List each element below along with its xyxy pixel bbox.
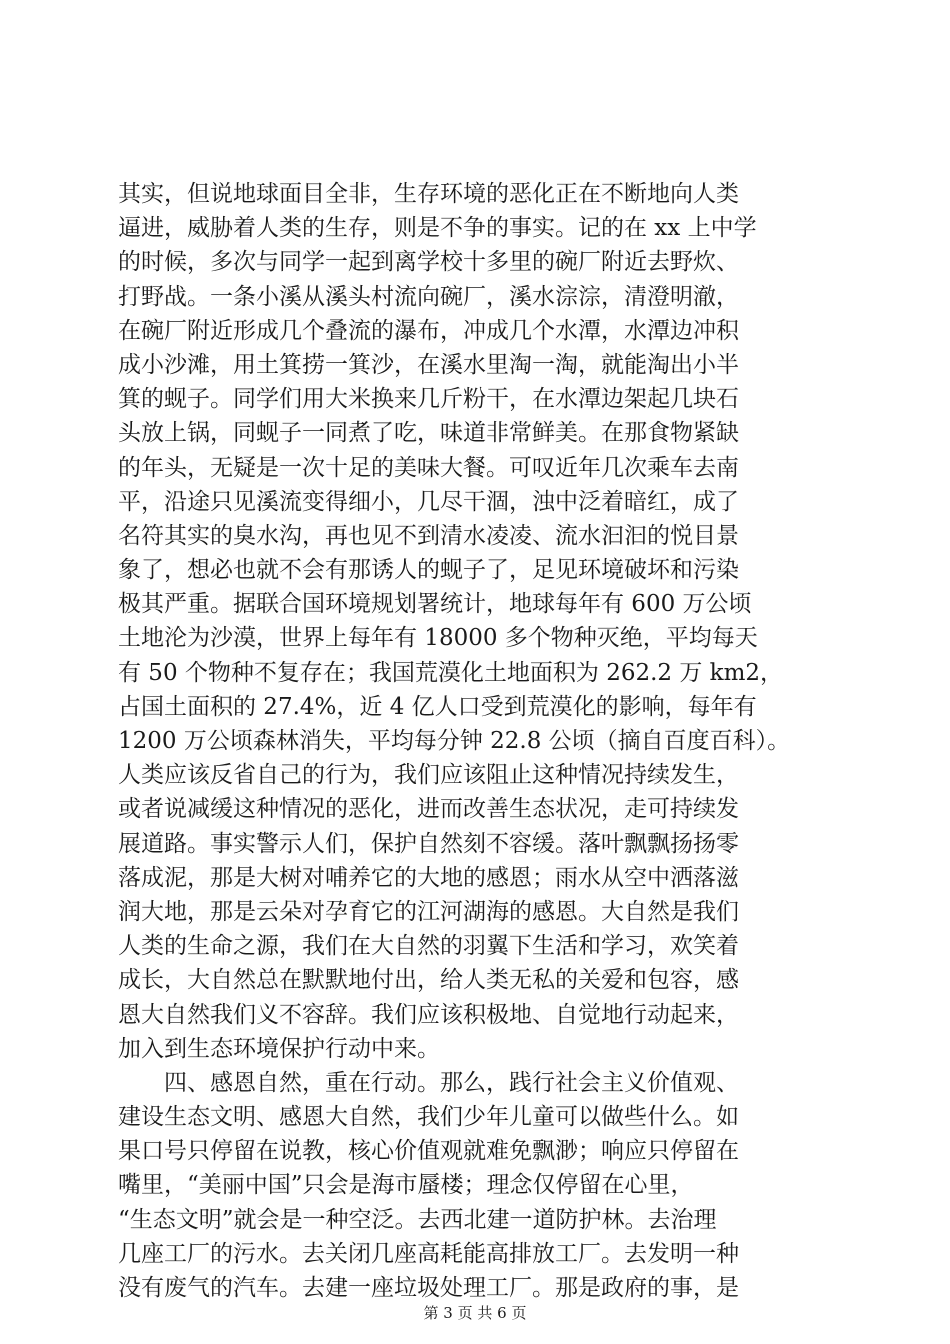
text-line: 没有废气的汽车。去建一座垃圾处理工厂。那是政府的事，是: [118, 1275, 739, 1301]
text-line: 成长，大自然总在默默地付出，给人类无私的关爱和包容，感: [118, 967, 739, 994]
text-line: 占国土面积的 27.4%，近 4 亿人口受到荒漠化的影响，每年有: [118, 693, 757, 720]
text-line: 嘴里，“美丽中国”只会是海市蜃楼；理念仅停留在心里，: [118, 1172, 694, 1199]
text-line: 的时候，多次与同学一起到离学校十多里的碗厂附近去野炊、: [118, 249, 739, 276]
text-line: 加入到生态环境保护行动中来。: [118, 1035, 440, 1062]
text-line: 在碗厂附近形成几个叠流的瀑布，冲成几个水潭，水潭边冲积: [118, 317, 739, 344]
text-line: 逼进，威胁着人类的生存，则是不争的事实。记的在 xx 上中学: [118, 215, 757, 242]
text-line: 人类应该反省自己的行为，我们应该阻止这种情况持续发生，: [118, 762, 739, 789]
text-line: 名符其实的臭水沟，再也见不到清水凌凌、流水汩汩的悦目景: [118, 522, 739, 549]
text-line: 果口号只停留在说教，核心价值观就难免飘渺；响应只停留在: [118, 1138, 739, 1165]
text-line: 土地沦为沙漠，世界上每年有 18000 多个物种灭绝，平均每天: [118, 625, 758, 652]
text-line: 展道路。事实警示人们，保护自然刻不容缓。落叶飘飘扬扬零: [118, 830, 739, 857]
page-footer: [0, 1302, 950, 1323]
text-line: 几座工厂的污水。去关闭几座高耗能高排放工厂。去发明一种: [118, 1240, 739, 1267]
text-line: 有 50 个物种不复存在；我国荒漠化土地面积为 262.2 万 km2，: [118, 659, 784, 686]
text-line: 打野战。一条小溪从溪头村流向碗厂，溪水淙淙，清澄明澈，: [118, 283, 739, 310]
page-number-label: 第 3 页 共 6 页: [423, 1304, 527, 1322]
text-line: 建设生态文明、感恩大自然，我们少年儿童可以做些什么。如: [118, 1104, 739, 1131]
text-line: 或者说减缓这种情况的恶化，进而改善生态状况，走可持续发: [118, 796, 739, 823]
body-text: [118, 177, 838, 1305]
text-line: 象了，想必也就不会有那诱人的蚬子了，足见环境破坏和污染: [118, 557, 739, 584]
text-line: 的年头，无疑是一次十足的美味大餐。可叹近年几次乘车去南: [118, 454, 739, 481]
text-line: 人类的生命之源，我们在大自然的羽翼下生活和学习，欢笑着: [118, 933, 739, 960]
text-line: 头放上锅，同蚬子一同煮了吃，味道非常鲜美。在那食物紧缺: [118, 420, 739, 447]
text-line: 润大地，那是云朵对孕育它的江河湖海的感恩。大自然是我们: [118, 898, 739, 925]
text-line: 1200 万公顷森林消失，平均每分钟 22.8 公顷（摘自百度百科）。: [118, 728, 791, 754]
paragraph-start-line: 四、感恩自然，重在行动。那么，践行社会主义价值观、: [118, 1069, 739, 1096]
text-line: 极其严重。据联合国环境规划署统计，地球每年有 600 万公顷: [118, 591, 752, 618]
text-line: 恩大自然我们义不容辞。我们应该积极地、自觉地行动起来，: [118, 1001, 739, 1028]
text-line: 箕的蚬子。同学们用大米换来几斤粉干，在水潭边架起几块石: [118, 386, 739, 413]
text-line: 平，沿途只见溪流变得细小，几尽干涸，浊中泛着暗红，成了: [118, 488, 739, 515]
text-line: 落成泥，那是大树对哺养它的大地的感恩；雨水从空中洒落滋: [118, 864, 739, 891]
text-line: 其实，但说地球面目全非，生存环境的恶化正在不断地向人类: [118, 181, 739, 207]
text-line: “生态文明”就会是一种空泛。去西北建一道防护林。去治理: [118, 1206, 717, 1233]
text-line: 成小沙滩，用土箕捞一箕沙，在溪水里淘一淘，就能淘出小半: [118, 351, 739, 378]
